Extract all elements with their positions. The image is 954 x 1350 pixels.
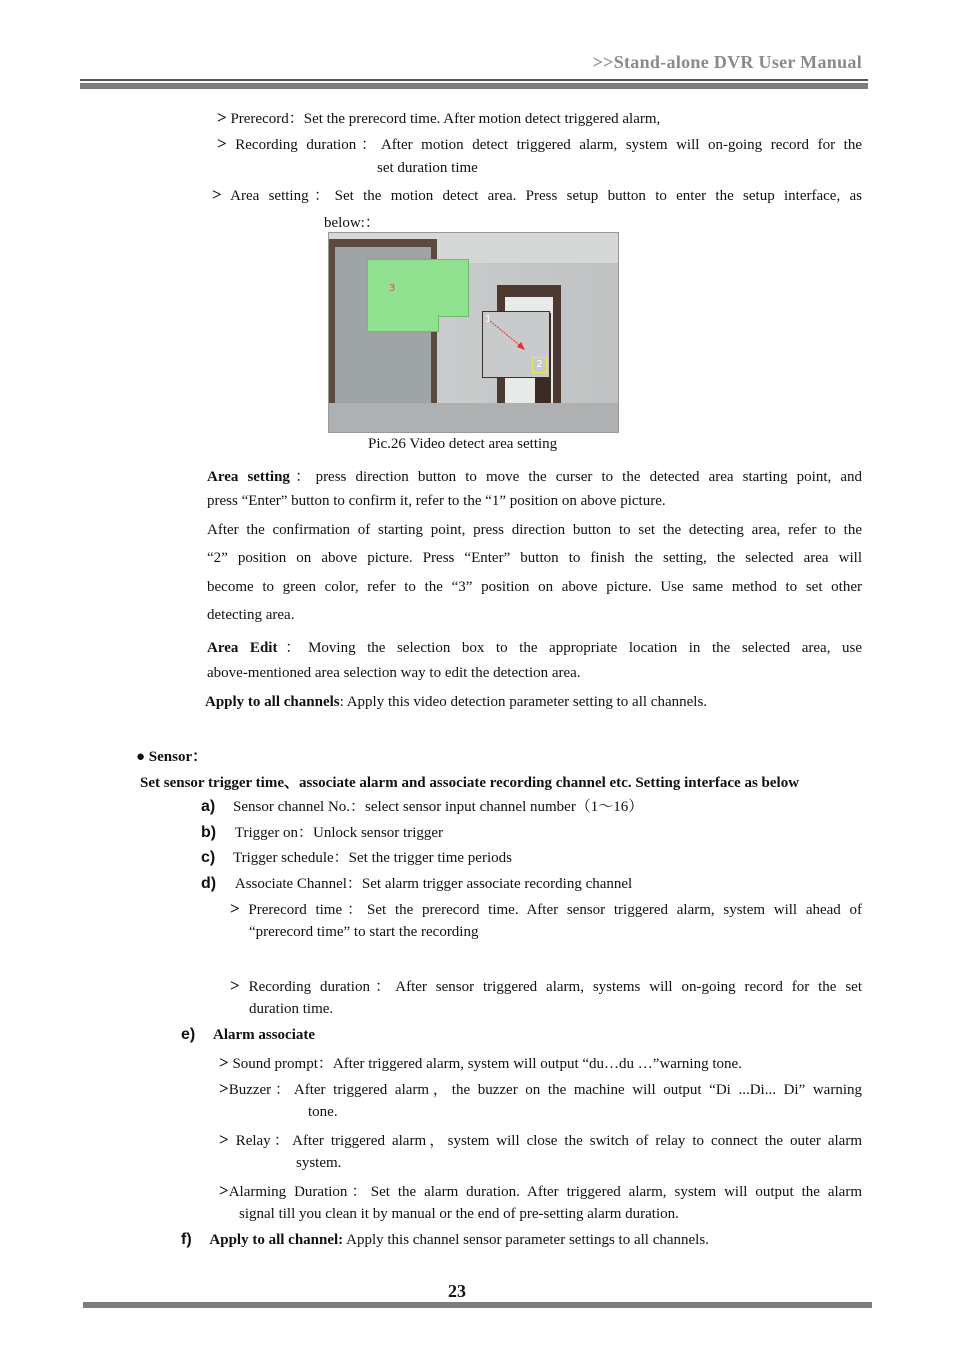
area-edit-desc: ：Moving the selection box to the appropriate location in the selected area, use xyxy=(277,640,863,656)
list-marker: b) xyxy=(201,824,217,841)
apply-all-channel-text: Apply this channel sensor parameter settings to all channels. xyxy=(343,1232,709,1248)
bullet-marker: > xyxy=(217,108,227,127)
list-marker: e) xyxy=(181,1026,196,1043)
buzzer-line2: tone. xyxy=(308,1104,338,1120)
bullet-marker: > xyxy=(230,976,240,995)
confirm-para-line1: After the confirmation of starting point, press direction button to set the detecting area, refer to the xyxy=(207,522,862,538)
bullet-marker: > xyxy=(219,1079,229,1098)
header-title: >>Stand-alone DVR User Manual xyxy=(592,52,862,72)
sensor-item-b xyxy=(201,821,443,842)
alarming-duration-line2: signal till you clean it by manual or the end of pre-setting alarm duration. xyxy=(239,1206,679,1222)
apply-all-bold: Apply to all channels xyxy=(205,694,340,710)
area-setting-para-line2: press “Enter” button to confirm it, refer to the “1” position on above picture. xyxy=(207,493,666,509)
alarming-duration-text: Alarming Duration：Set the alarm duration. After triggered alarm, system will output the alarm xyxy=(228,1184,862,1200)
sensor-item-c xyxy=(201,846,512,867)
sensor-item-text: Associate Channel：Set alarm trigger associate recording channel xyxy=(234,876,633,892)
list-marker: f) xyxy=(181,1231,192,1248)
area-setting-text: Area setting：Set the motion detect area. Press setup button to enter the setup interface, as xyxy=(230,188,862,204)
sensor-item-d xyxy=(201,872,632,893)
area-setting-line2: below:： xyxy=(324,215,380,231)
area-setting-para-line1 xyxy=(207,465,862,486)
area-setting-line1 xyxy=(212,184,862,205)
sensor-item-text: Trigger schedule：Set the trigger time periods xyxy=(232,850,512,866)
area-setting-bold: Area setting xyxy=(207,469,290,485)
recording-duration-line2: set duration time xyxy=(377,160,478,176)
sensor-recording-line2: duration time. xyxy=(249,1001,334,1017)
bullet-marker: > xyxy=(217,134,227,153)
page-number: 23 xyxy=(448,1281,466,1301)
sensor-intro: Set sensor trigger time、associate alarm and associate recording channel etc. Setting interface as below xyxy=(140,775,800,791)
sensor-heading: ● Sensor： xyxy=(136,749,208,765)
relay-line2: system. xyxy=(296,1155,342,1171)
confirm-para-line2: “2” position on above picture. Press “Enter” button to finish the setting, the selected area will xyxy=(207,550,862,566)
header-rule xyxy=(80,79,868,81)
footer-rule xyxy=(83,1302,872,1308)
sensor-item-a xyxy=(201,795,643,816)
alarm-associate-title: Alarm associate xyxy=(212,1027,316,1043)
buzzer-text: Buzzer：After triggered alarm，the buzzer on the machine will output “Di ...Di... Di” warning xyxy=(228,1082,862,1098)
label-1: 1 xyxy=(485,314,492,325)
list-marker: a) xyxy=(201,798,216,815)
figure-caption: Pic.26 Video detect area setting xyxy=(368,436,558,452)
relay-line1 xyxy=(219,1129,862,1150)
bullet-marker: > xyxy=(219,1130,229,1149)
bullet-marker: > xyxy=(219,1053,229,1072)
apply-all-text: : Apply this video detection parameter setting to all channels. xyxy=(339,694,708,710)
bullet-marker: > xyxy=(230,899,240,918)
recording-duration-line1 xyxy=(217,133,862,154)
label-2: 2 xyxy=(532,357,547,373)
apply-all-channels-line xyxy=(205,694,707,711)
header-rule-thick xyxy=(80,83,868,89)
video-detect-picture xyxy=(328,232,619,433)
sensor-item-text: Sensor channel No.：select sensor input channel number（1～16） xyxy=(232,799,644,815)
area-edit-line2: above-mentioned area selection way to edit the detection area. xyxy=(207,665,581,681)
list-marker: d) xyxy=(201,875,217,892)
sensor-recording-line1 xyxy=(230,975,862,996)
apply-all-channel-bold: Apply to all channel: xyxy=(209,1232,344,1248)
sensor-item-text: Trigger on：Unlock sensor trigger xyxy=(234,825,444,841)
sound-prompt-line xyxy=(219,1052,742,1073)
prerecord-line xyxy=(217,107,660,128)
bullet-marker: > xyxy=(219,1181,229,1200)
area-setting-desc: ：press direction button to move the curser to the detected area starting point, and xyxy=(289,469,862,485)
alarm-associate-heading xyxy=(181,1026,315,1044)
list-marker: c) xyxy=(201,849,216,866)
alarming-duration-line1 xyxy=(219,1180,862,1201)
buzzer-line1 xyxy=(219,1078,862,1099)
relay-text: Relay：After triggered alarm，system will close the switch of relay to connect the outer alarm xyxy=(235,1133,862,1149)
confirm-para-line3: become to green color, refer to the “3” position on above picture. Use same method to set other xyxy=(207,579,862,595)
sound-prompt-text: Sound prompt：After triggered alarm, system will output “du…du …”warning tone. xyxy=(232,1056,742,1072)
sensor-prerecord-line2: “prerecord time” to start the recording xyxy=(249,924,479,940)
confirm-para-line4: detecting area. xyxy=(207,607,295,623)
label-3: 3 xyxy=(389,283,396,294)
apply-all-channel-line xyxy=(181,1231,709,1249)
area-edit-line1 xyxy=(207,636,862,657)
area-edit-bold: Area Edit xyxy=(207,640,278,656)
selection-arrow xyxy=(329,233,618,432)
prerecord-text: Prerecord：Set the prerecord time. After motion detect triggered alarm, xyxy=(230,111,661,127)
recording-duration-text: Recording duration：After motion detect triggered alarm, system will on-going record for the xyxy=(235,137,862,153)
sensor-prerecord-line1 xyxy=(230,898,862,919)
bullet-marker: > xyxy=(212,185,222,204)
sensor-prerecord-text: Prerecord time：Set the prerecord time. After sensor triggered alarm, system will ahead of xyxy=(248,902,863,918)
sensor-recording-text: Recording duration：After sensor triggered alarm, systems will on-going record for the set xyxy=(248,979,862,995)
